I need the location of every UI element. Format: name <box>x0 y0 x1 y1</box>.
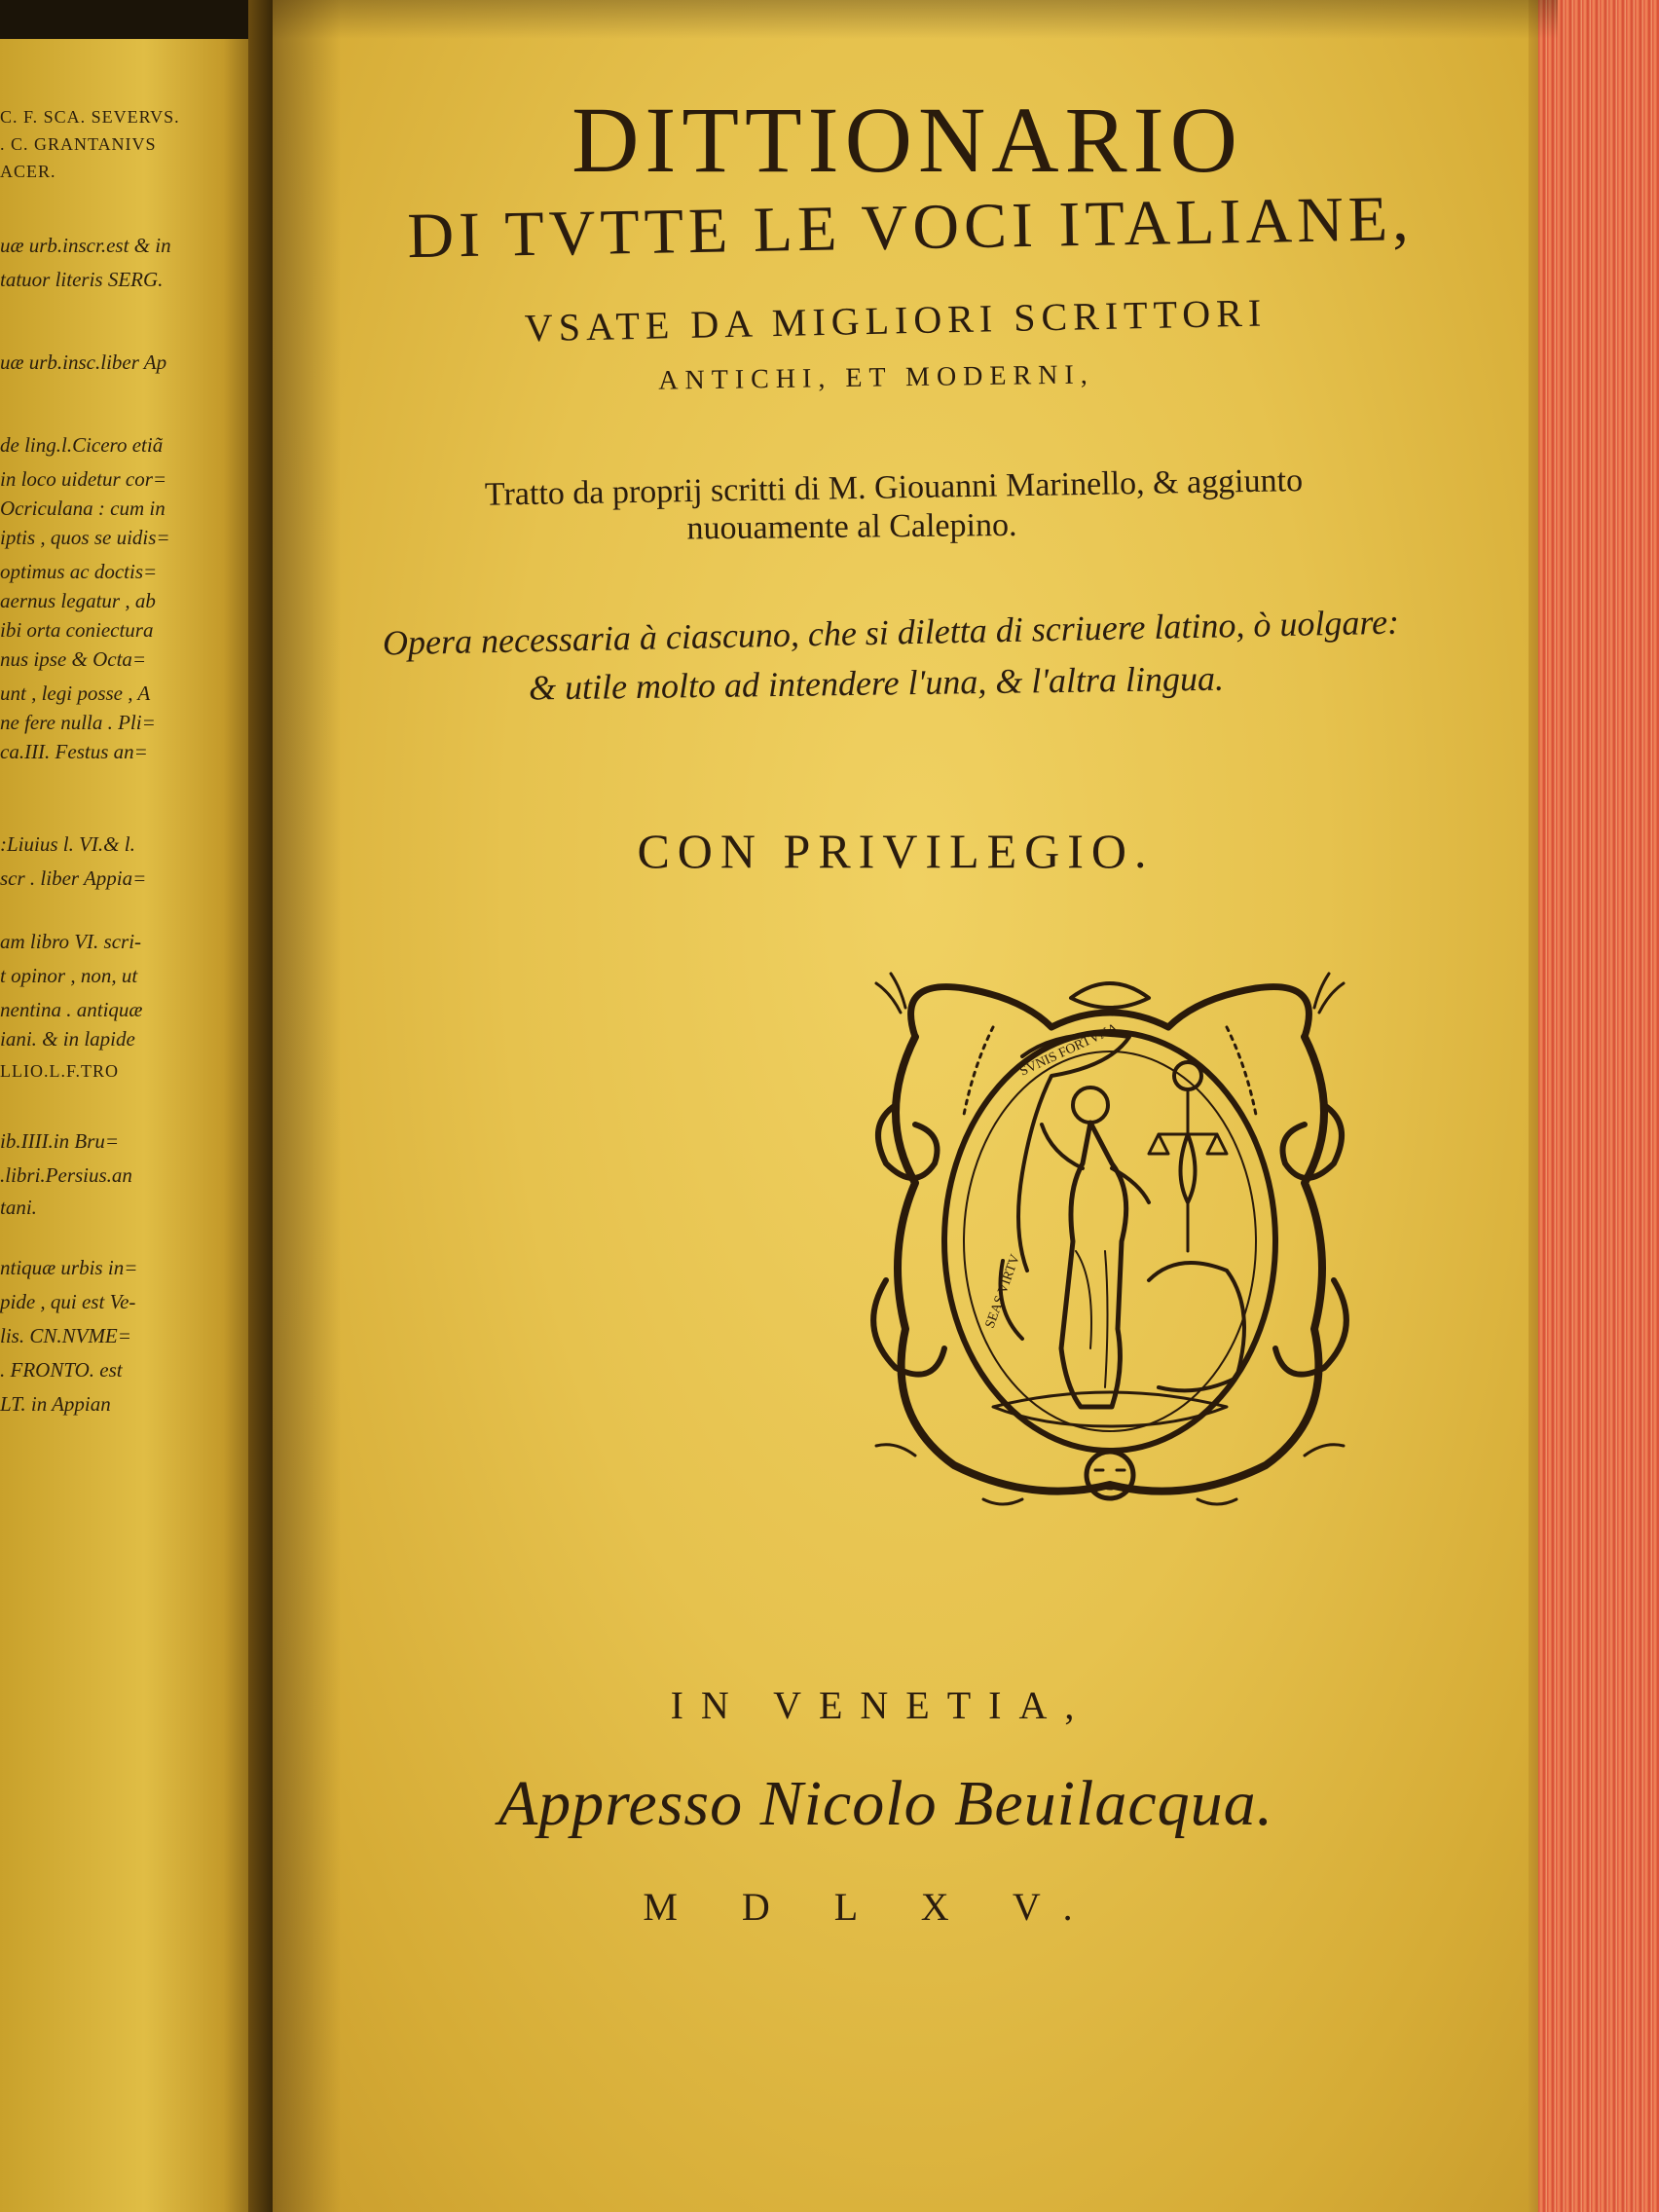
book-title: DITTIONARIO <box>571 88 1243 192</box>
left-page-line: t opinor , non, ut <box>0 964 138 987</box>
left-page-line: nus ipse & Octa= <box>0 647 147 671</box>
left-page-line: optimus ac doctis= <box>0 560 158 583</box>
page-left-shadow <box>273 0 341 2212</box>
left-page-line: Ocriculana : cum in <box>0 497 166 520</box>
subtitle-line-3: ANTICHI, ET MODERNI, <box>658 359 1094 396</box>
subtitle-line-2: VSATE DA MIGLIORI SCRITTORI <box>524 290 1268 350</box>
left-page-line: ca.III. Festus an= <box>0 740 148 763</box>
left-page-line: uæ urb.inscr.est & in <box>0 234 171 257</box>
left-page-line: C. F. SCA. SEVERVS. <box>0 107 180 127</box>
description-line-2: nuouamente al Calepino. <box>686 506 1017 547</box>
printer-device-emblem <box>857 959 1363 1514</box>
left-page-line: :Liuius l. VI.& l. <box>0 832 135 856</box>
left-page <box>0 39 263 2212</box>
left-page-line: lis. CN.NVME= <box>0 1324 131 1347</box>
left-page-line: uæ urb.insc.liber Ap <box>0 350 167 374</box>
left-page-line: LT. in Appian <box>0 1392 111 1416</box>
left-page-line: am libro VI. scri- <box>0 930 142 953</box>
left-page-line: iptis , quos se uidis= <box>0 526 170 549</box>
left-page-line: de ling.l.Cicero etiã <box>0 433 164 457</box>
left-page-line: tani. <box>0 1196 37 1219</box>
italic-line-2: & utile molto ad intendere l'una, & l'altra lingua. <box>528 658 1225 708</box>
left-page-line: ntiquæ urbis in= <box>0 1256 138 1279</box>
italic-line-1: Opera necessaria à ciascuno, che si diletta di scriuere latino, ò uolgare: <box>382 602 1400 663</box>
title-page <box>273 0 1558 2212</box>
left-page-line: tatuor literis SERG. <box>0 268 164 291</box>
imprint-year: M D L X V. <box>643 1885 1100 1929</box>
left-page-line: iani. & in lapide <box>0 1027 135 1051</box>
left-page-line: ibi orta coniectura <box>0 618 154 642</box>
left-page-line: scr . liber Appia= <box>0 866 147 890</box>
page-top-shadow <box>273 0 1558 39</box>
emblem-banner-text-1: SVNIS FORTVNA <box>1017 1020 1121 1080</box>
left-page-line: ne fere nulla . Pli= <box>0 711 156 734</box>
description-line-1: Tratto da proprij scritti di M. Giouanni Marinello, & aggiunto <box>484 462 1304 513</box>
privilege-line: CON PRIVILEGIO. <box>637 824 1155 878</box>
left-page-line: unt , legi posse , A <box>0 682 151 705</box>
left-page-line: pide , qui est Ve- <box>0 1290 136 1313</box>
imprint-printer: Appresso Nicolo Beuilacqua. <box>498 1768 1274 1839</box>
left-page-line: nentina . antiquæ <box>0 998 143 1021</box>
left-page-line: . FRONTO. est <box>0 1358 123 1382</box>
emblem-banner-text-2: SEAS VIRTV <box>982 1252 1023 1331</box>
left-page-line: .libri.Persius.an <box>0 1163 132 1187</box>
left-page-line: ACER. <box>0 162 56 181</box>
left-page-line: in loco uidetur cor= <box>0 467 167 491</box>
left-page-line: aernus legatur , ab <box>0 589 156 612</box>
left-page-line: LLIO.L.F.TRO <box>0 1061 120 1081</box>
left-page-line: . C. GRANTANIVS <box>0 134 157 154</box>
imprint-place: IN VENETIA, <box>670 1683 1092 1727</box>
subtitle-line-1: DI TVTTE LE VOCI ITALIANE, <box>406 183 1415 273</box>
left-page-line: ib.IIII.in Bru= <box>0 1129 120 1153</box>
